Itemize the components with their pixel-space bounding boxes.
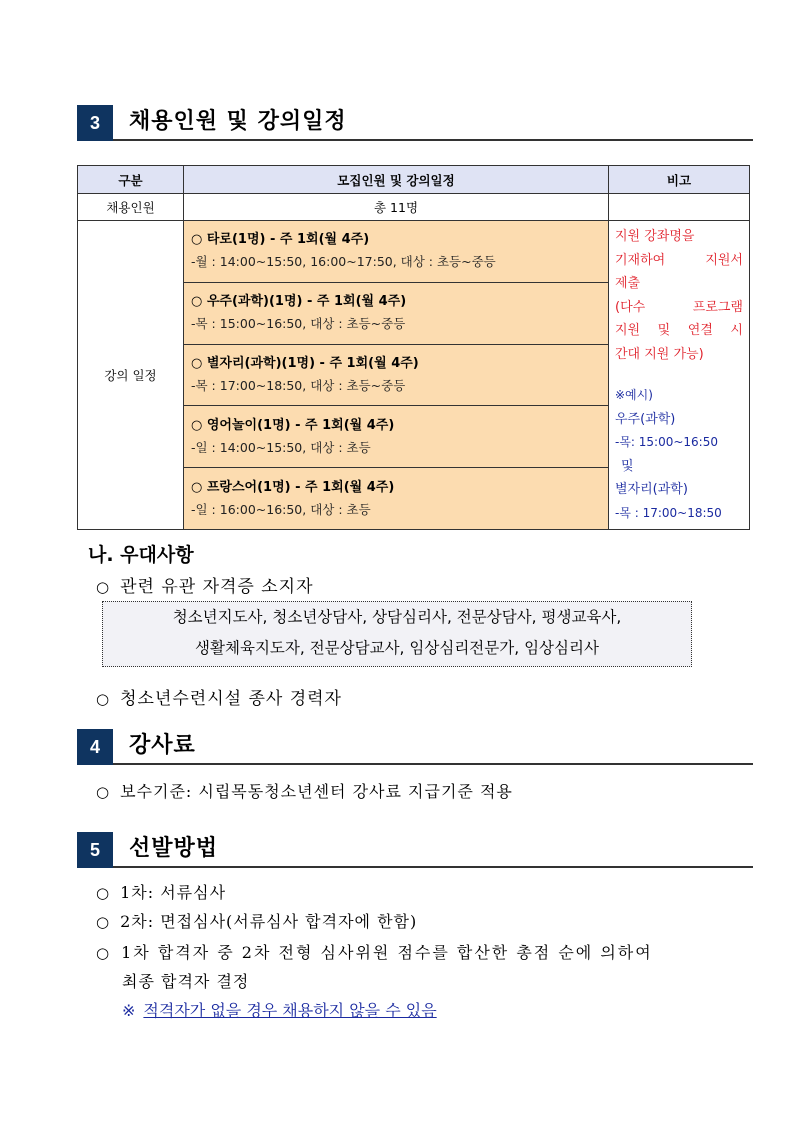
section-rule: [113, 763, 753, 765]
schedule-table: [77, 165, 750, 530]
note-line: 지원 및 연결 시: [615, 323, 743, 338]
program-cell: [184, 221, 609, 283]
preference-item-text: 청소년수련시설 종사 경력자: [120, 689, 342, 709]
circle-bullet-icon: ○: [96, 783, 111, 801]
selection-item: [96, 909, 417, 932]
note-line: 간대 지원 가능): [615, 346, 704, 362]
program-desc: -목 : 15:00~16:50, 대상 : 초등~중등: [191, 316, 406, 332]
note-example-line: 별자리(과학): [615, 482, 688, 497]
certificate-line: 청소년지도사, 청소년상담사, 상담심리사, 전문상담사, 평생교육사,: [172, 608, 622, 626]
circle-bullet-icon: ○: [96, 913, 111, 931]
program-title: ○ 우주(과학)(1명) - 주 1회(월 4주): [191, 294, 407, 310]
note-line: 지원 강좌명을: [615, 229, 695, 244]
note-cell: [609, 221, 750, 530]
section-rule: [113, 139, 753, 141]
program-cell: [184, 468, 609, 530]
circle-bullet-icon: ○: [96, 884, 111, 902]
fee-item: [96, 779, 513, 802]
preference-item: [96, 572, 314, 597]
selection-item: [96, 880, 226, 903]
note-example-line: -목 : 17:00~18:50: [615, 505, 722, 520]
recruit-value: 총 11명: [184, 194, 609, 221]
section-title: 선발방법: [129, 836, 219, 861]
selection-item-text: 1차 합격자 중 2차 전형 심사위원 점수를 합산한 총점 순에 의하여: [121, 943, 653, 962]
warning-note: [122, 998, 437, 1021]
schedule-label: 강의 일정: [78, 221, 184, 530]
program-title: ○ 타로(1명) - 주 1회(월 4주): [191, 232, 370, 248]
section-rule: [113, 866, 753, 868]
certificate-line: 생활체육지도자, 전문상담교사, 임상심리전문가, 임상심리사: [195, 639, 599, 657]
preference-item: [96, 684, 342, 709]
selection-item-text: 2차: 면접심사(서류심사 합격자에 한함): [120, 912, 418, 931]
section-number: 5: [77, 832, 113, 868]
recruit-label: 채용인원: [78, 194, 184, 221]
program-title: ○ 별자리(과학)(1명) - 주 1회(월 4주): [191, 355, 419, 371]
header-category: 구분: [78, 166, 184, 194]
section-title: 채용인원 및 강의일정: [129, 109, 347, 134]
reference-mark-icon: ※: [122, 1001, 136, 1020]
spacer: [615, 366, 743, 384]
section-title: 강사료: [129, 733, 196, 758]
header-schedule: 모집인원 및 강의일정: [184, 166, 609, 194]
section-3-header: [77, 105, 753, 141]
note-example-line: 우주(과학): [615, 411, 676, 427]
program-cell: [184, 344, 609, 406]
note-line: 기재하여 지원서: [615, 252, 743, 268]
certificate-box: [102, 601, 692, 667]
section-5-header: [77, 832, 753, 868]
selection-continuation: 최종 합격자 결정: [122, 972, 250, 991]
fee-item-text: 보수기준: 시립목동청소년센터 강사료 지급기준 적용: [120, 782, 513, 801]
section-number: 3: [77, 105, 113, 141]
circle-bullet-icon: ○: [96, 578, 111, 596]
note-example-line: -목: 15:00~16:50: [615, 435, 718, 449]
program-desc: -목 : 17:00~18:50, 대상 : 초등~중등: [191, 377, 406, 393]
table-header-row: [78, 166, 750, 194]
section-4-header: [77, 729, 753, 765]
preference-item-text: 관련 유관 자격증 소지자: [120, 577, 314, 597]
program-title: ○ 영어놀이(1명) - 주 1회(월 4주): [191, 417, 395, 433]
program-cell: [184, 406, 609, 468]
program-title: ○ 프랑스어(1명) - 주 1회(월 4주): [191, 479, 395, 495]
selection-item-text: 1차: 서류심사: [120, 883, 227, 902]
section-number: 4: [77, 729, 113, 765]
program-desc: -일 : 14:00~15:50, 대상 : 초등: [191, 439, 371, 455]
circle-bullet-icon: ○: [96, 690, 111, 708]
program-cell: [184, 282, 609, 344]
recruit-note: [609, 194, 750, 221]
note-example-line: 및: [621, 458, 634, 474]
note-line: (다수 프로그램: [615, 299, 743, 315]
circle-bullet-icon: ○: [96, 944, 112, 962]
note-line: 제출: [615, 276, 641, 291]
program-desc: -월 : 14:00~15:50, 16:00~17:50, 대상 : 초등~중등: [191, 254, 496, 270]
header-note: 비고: [609, 166, 750, 194]
selection-item: [96, 940, 653, 963]
program-desc: -일 : 16:00~16:50, 대상 : 초등: [191, 501, 371, 517]
warning-text: 적격자가 없을 경우 채용하지 않을 수 있음: [143, 1001, 437, 1020]
note-example-line: ※예시): [615, 388, 653, 402]
table-row-recruit: [78, 194, 750, 221]
table-row-program: [78, 221, 750, 283]
preference-title: 나. 우대사항: [88, 544, 194, 566]
